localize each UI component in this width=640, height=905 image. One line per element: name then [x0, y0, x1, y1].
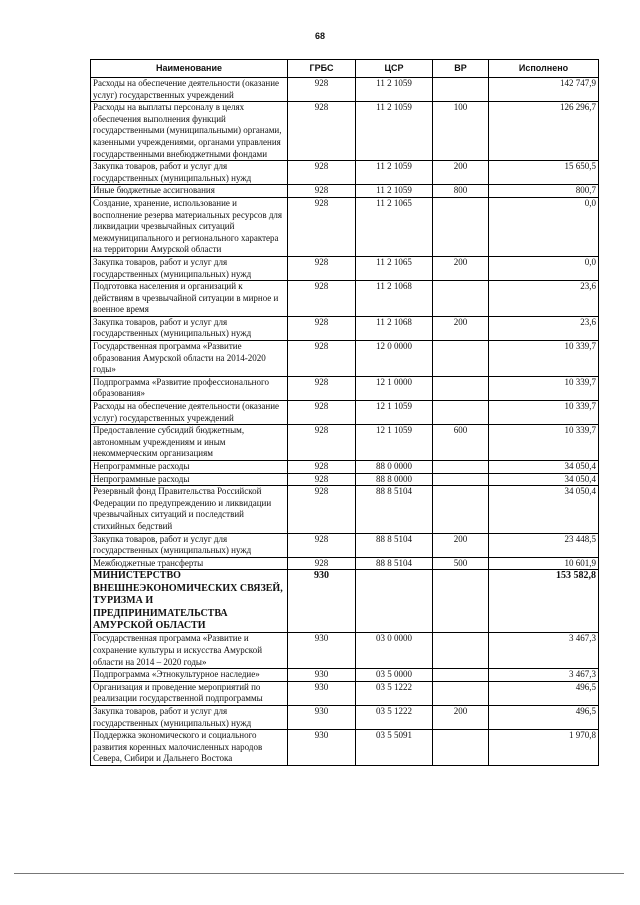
header-csr: ЦСР	[356, 60, 433, 78]
cell-grbs: 928	[288, 557, 356, 570]
cell-csr: 11 2 1059	[356, 161, 433, 185]
table-row	[91, 341, 599, 377]
cell-grbs: 928	[288, 102, 356, 161]
cell-vr	[433, 376, 489, 400]
cell-name: Закупка товаров, работ и услуг для государственных (муниципальных) нужд	[91, 533, 288, 557]
cell-name: Непрограммные расходы	[91, 473, 288, 486]
cell-csr: 11 2 1068	[356, 316, 433, 340]
table-row	[91, 461, 599, 474]
cell-csr: 11 2 1065	[356, 256, 433, 280]
cell-grbs: 928	[288, 461, 356, 474]
cell-done: 10 339,7	[489, 401, 599, 425]
cell-vr	[433, 473, 489, 486]
scan-edge-line	[14, 873, 624, 874]
table-row	[91, 557, 599, 570]
table-row	[91, 705, 599, 729]
cell-grbs: 930	[288, 681, 356, 705]
table-row	[91, 376, 599, 400]
cell-grbs: 928	[288, 376, 356, 400]
cell-grbs: 930	[288, 730, 356, 766]
table-row	[91, 633, 599, 669]
cell-grbs: 928	[288, 256, 356, 280]
cell-vr	[433, 78, 489, 102]
cell-vr	[433, 281, 489, 317]
cell-name: Подпрограмма «Развитие профессионального образования»	[91, 376, 288, 400]
table-header-row	[91, 60, 599, 78]
cell-grbs: 928	[288, 486, 356, 533]
table-body	[91, 78, 599, 766]
cell-grbs: 928	[288, 78, 356, 102]
cell-grbs: 930	[288, 570, 356, 633]
cell-vr: 800	[433, 185, 489, 198]
table-row	[91, 161, 599, 185]
cell-csr: 88 8 0000	[356, 473, 433, 486]
cell-vr	[433, 570, 489, 633]
cell-csr: 11 2 1065	[356, 197, 433, 256]
cell-csr: 88 8 5104	[356, 533, 433, 557]
cell-done: 10 339,7	[489, 341, 599, 377]
cell-done: 34 050,4	[489, 473, 599, 486]
cell-done: 23,6	[489, 316, 599, 340]
cell-name: Закупка товаров, работ и услуг для государственных (муниципальных) нужд	[91, 316, 288, 340]
cell-grbs: 928	[288, 185, 356, 198]
cell-vr	[433, 633, 489, 669]
cell-vr	[433, 669, 489, 682]
header-vr: ВР	[433, 60, 489, 78]
cell-vr	[433, 341, 489, 377]
cell-csr: 11 2 1068	[356, 281, 433, 317]
cell-vr: 200	[433, 316, 489, 340]
cell-name: МИНИСТЕРСТВО ВНЕШНЕЭКОНОМИЧЕСКИХ СВЯЗЕЙ, ТУРИЗМА И ПРЕДПРИНИМАТЕЛЬСТВА АМУРСКОЙ ОБЛАСТИ	[91, 570, 288, 633]
table-row	[91, 486, 599, 533]
cell-name: Межбюджетные трансферты	[91, 557, 288, 570]
cell-done: 10 601,9	[489, 557, 599, 570]
cell-done: 3 467,3	[489, 669, 599, 682]
cell-done: 142 747,9	[489, 78, 599, 102]
cell-csr: 88 8 5104	[356, 557, 433, 570]
cell-done: 0,0	[489, 256, 599, 280]
cell-done: 126 296,7	[489, 102, 599, 161]
cell-name: Расходы на обеспечение деятельности (оказание услуг) государственных учреждений	[91, 78, 288, 102]
cell-csr: 03 5 1222	[356, 681, 433, 705]
cell-done: 496,5	[489, 705, 599, 729]
cell-name: Государственная программа «Развитие и сохранение культуры и искусства Амурской области на 2014 – 2020 годы»	[91, 633, 288, 669]
cell-csr: 03 5 1222	[356, 705, 433, 729]
cell-vr	[433, 461, 489, 474]
cell-grbs: 930	[288, 669, 356, 682]
table-row	[91, 425, 599, 461]
cell-name: Расходы на выплаты персоналу в целях обеспечения выполнения функций государственными (муниципальными) органами, казенными учреждениями, органами управления государственными внебюджетными фондами	[91, 102, 288, 161]
table-row	[91, 78, 599, 102]
cell-csr: 12 0 0000	[356, 341, 433, 377]
cell-csr: 11 2 1059	[356, 102, 433, 161]
cell-csr: 12 1 1059	[356, 401, 433, 425]
cell-grbs: 928	[288, 533, 356, 557]
cell-vr	[433, 401, 489, 425]
cell-name: Государственная программа «Развитие образования Амурской области на 2014-2020 годы»	[91, 341, 288, 377]
cell-name: Поддержка экономического и социального развития коренных малочисленных народов Севера, Сибири и Дальнего Востока	[91, 730, 288, 766]
cell-name: Подготовка населения и организаций к действиям в чрезвычайной ситуации в мирное и военное время	[91, 281, 288, 317]
cell-vr	[433, 681, 489, 705]
table-row	[91, 669, 599, 682]
header-grbs: ГРБС	[288, 60, 356, 78]
cell-csr: 88 0 0000	[356, 461, 433, 474]
cell-csr: 12 1 0000	[356, 376, 433, 400]
cell-name: Расходы на обеспечение деятельности (оказание услуг) государственных учреждений	[91, 401, 288, 425]
cell-grbs: 928	[288, 425, 356, 461]
cell-name: Подпрограмма «Этнокультурное наследие»	[91, 669, 288, 682]
cell-name: Иные бюджетные ассигнования	[91, 185, 288, 198]
cell-csr: 12 1 1059	[356, 425, 433, 461]
cell-grbs: 928	[288, 341, 356, 377]
cell-grbs: 928	[288, 401, 356, 425]
cell-vr: 200	[433, 161, 489, 185]
cell-grbs: 928	[288, 161, 356, 185]
table-row	[91, 681, 599, 705]
cell-grbs: 928	[288, 473, 356, 486]
cell-done: 15 650,5	[489, 161, 599, 185]
cell-done: 10 339,7	[489, 376, 599, 400]
table-row	[91, 256, 599, 280]
cell-name: Непрограммные расходы	[91, 461, 288, 474]
cell-grbs: 928	[288, 197, 356, 256]
table-row	[91, 316, 599, 340]
cell-grbs: 930	[288, 705, 356, 729]
cell-done: 10 339,7	[489, 425, 599, 461]
cell-csr: 88 8 5104	[356, 486, 433, 533]
cell-done: 0,0	[489, 197, 599, 256]
cell-vr: 500	[433, 557, 489, 570]
cell-done: 34 050,4	[489, 461, 599, 474]
table-row	[91, 533, 599, 557]
table-row	[91, 401, 599, 425]
table-row	[91, 281, 599, 317]
cell-name: Предоставление субсидий бюджетным, автономным учреждениям и иным некоммерческим организациям	[91, 425, 288, 461]
cell-csr: 11 2 1059	[356, 78, 433, 102]
cell-grbs: 930	[288, 633, 356, 669]
cell-done: 34 050,4	[489, 486, 599, 533]
cell-done: 800,7	[489, 185, 599, 198]
cell-vr: 100	[433, 102, 489, 161]
cell-vr	[433, 486, 489, 533]
cell-done: 3 467,3	[489, 633, 599, 669]
table-row	[91, 185, 599, 198]
cell-vr: 200	[433, 705, 489, 729]
cell-done: 1 970,8	[489, 730, 599, 766]
cell-name: Закупка товаров, работ и услуг для государственных (муниципальных) нужд	[91, 161, 288, 185]
cell-name: Закупка товаров, работ и услуг для государственных (муниципальных) нужд	[91, 705, 288, 729]
cell-vr: 200	[433, 533, 489, 557]
cell-done: 153 582,8	[489, 570, 599, 633]
table-row	[91, 730, 599, 766]
page-number: 68	[314, 31, 325, 41]
cell-grbs: 928	[288, 316, 356, 340]
cell-vr	[433, 197, 489, 256]
cell-name: Резервный фонд Правительства Российской Федерации по предупреждению и ликвидации чрезвычайных ситуаций и последствий стихийных бедствий	[91, 486, 288, 533]
cell-vr: 600	[433, 425, 489, 461]
table-row	[91, 197, 599, 256]
cell-done: 23 448,5	[489, 533, 599, 557]
table-row	[91, 570, 599, 633]
cell-name: Организация и проведение мероприятий по реализации государственной подпрограммы	[91, 681, 288, 705]
header-name: Наименование	[91, 60, 288, 78]
table-row	[91, 473, 599, 486]
cell-done: 496,5	[489, 681, 599, 705]
header-done: Исполнено	[489, 60, 599, 78]
table-row	[91, 102, 599, 161]
cell-csr: 03 5 5091	[356, 730, 433, 766]
budget-table	[90, 59, 599, 766]
cell-name: Создание, хранение, использование и восполнение резерва материальных ресурсов для ликвидации чрезвычайных ситуаций межмуниципального и регионального характера на территории Амурской области	[91, 197, 288, 256]
cell-name: Закупка товаров, работ и услуг для государственных (муниципальных) нужд	[91, 256, 288, 280]
cell-grbs: 928	[288, 281, 356, 317]
cell-vr	[433, 730, 489, 766]
cell-csr: 11 2 1059	[356, 185, 433, 198]
cell-csr	[356, 570, 433, 633]
cell-csr: 03 5 0000	[356, 669, 433, 682]
cell-vr: 200	[433, 256, 489, 280]
cell-csr: 03 0 0000	[356, 633, 433, 669]
cell-done: 23,6	[489, 281, 599, 317]
